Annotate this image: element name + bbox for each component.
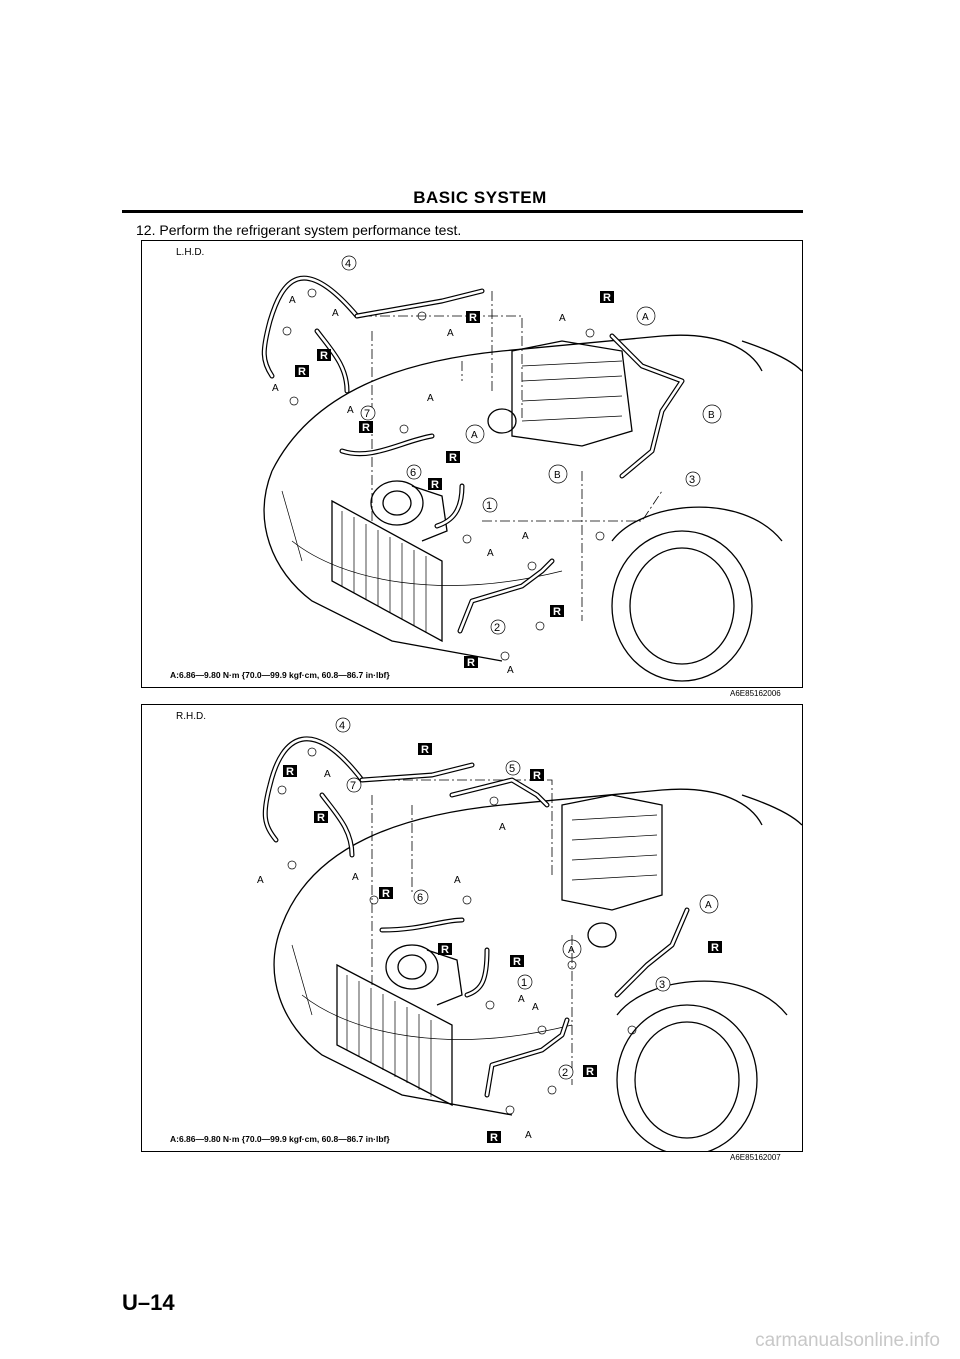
svg-text:3: 3: [659, 979, 666, 991]
svg-text:R: R: [603, 292, 611, 304]
svg-text:2: 2: [562, 1067, 569, 1079]
svg-text:R: R: [441, 944, 449, 956]
svg-text:R: R: [286, 766, 294, 778]
svg-text:A: A: [289, 295, 296, 306]
svg-text:R: R: [298, 366, 306, 378]
svg-text:4: 4: [345, 258, 352, 270]
svg-text:R: R: [533, 770, 541, 782]
svg-text:R: R: [362, 422, 370, 434]
step-instruction: 12. Perform the refrigerant system performance test.: [136, 222, 462, 238]
svg-text:1: 1: [486, 500, 493, 512]
svg-text:R: R: [469, 312, 477, 324]
torque-spec: A:6.86—9.80 N·m {70.0—99.9 kgf·cm, 60.8—86.7 in·lbf}: [170, 670, 390, 680]
figure-code: A6E85162006: [730, 689, 781, 698]
torque-spec: A:6.86—9.80 N·m {70.0—99.9 kgf·cm, 60.8—86.7 in·lbf}: [170, 1134, 390, 1144]
svg-text:4: 4: [339, 720, 346, 732]
rhd-diagram: [142, 705, 802, 1151]
svg-text:R: R: [586, 1066, 594, 1078]
svg-text:A: A: [272, 383, 279, 394]
svg-text:A: A: [447, 328, 454, 339]
figure-rhd: [141, 704, 803, 1152]
figure-variant-label: R.H.D.: [176, 711, 206, 722]
svg-text:A: A: [499, 822, 506, 833]
svg-text:B: B: [708, 410, 715, 421]
figure-variant-label: L.H.D.: [176, 247, 205, 258]
svg-text:A: A: [642, 312, 649, 323]
svg-text:A: A: [487, 548, 494, 559]
svg-text:A: A: [347, 405, 354, 416]
watermark: carmanualsonline.info: [755, 1330, 940, 1351]
svg-text:A: A: [522, 531, 529, 542]
svg-text:A: A: [507, 665, 514, 676]
page-header-title: BASIC SYSTEM: [413, 188, 547, 207]
svg-text:2: 2: [494, 622, 501, 634]
svg-text:1: 1: [521, 977, 528, 989]
svg-text:B: B: [554, 470, 561, 481]
svg-text:A: A: [332, 308, 339, 319]
svg-text:A: A: [427, 393, 434, 404]
svg-text:A: A: [518, 994, 525, 1005]
svg-text:7: 7: [364, 408, 371, 420]
svg-text:R: R: [490, 1132, 498, 1144]
svg-text:7: 7: [350, 780, 357, 792]
svg-text:A: A: [532, 1002, 539, 1013]
svg-text:R: R: [449, 452, 457, 464]
svg-text:A: A: [568, 945, 575, 956]
lhd-diagram: [142, 241, 802, 687]
svg-text:A: A: [705, 900, 712, 911]
figure-lhd: [141, 240, 803, 688]
svg-text:A: A: [454, 875, 461, 886]
svg-text:A: A: [324, 769, 331, 780]
svg-text:R: R: [467, 657, 475, 669]
svg-text:R: R: [711, 942, 719, 954]
svg-text:5: 5: [509, 763, 516, 775]
svg-text:A: A: [559, 313, 566, 324]
svg-text:R: R: [320, 350, 328, 362]
svg-text:R: R: [421, 744, 429, 756]
svg-text:A: A: [352, 872, 359, 883]
svg-text:R: R: [382, 888, 390, 900]
svg-text:6: 6: [417, 892, 424, 904]
svg-text:R: R: [513, 956, 521, 968]
figure-code: A6E85162007: [730, 1153, 781, 1162]
svg-text:3: 3: [689, 474, 696, 486]
svg-text:R: R: [431, 479, 439, 491]
page-number: U–14: [122, 1290, 175, 1315]
svg-text:6: 6: [410, 467, 417, 479]
svg-text:A: A: [257, 875, 264, 886]
header-rule: [122, 210, 803, 213]
svg-text:A: A: [471, 430, 478, 441]
svg-text:R: R: [553, 606, 561, 618]
svg-text:A: A: [525, 1130, 532, 1141]
svg-text:R: R: [317, 812, 325, 824]
